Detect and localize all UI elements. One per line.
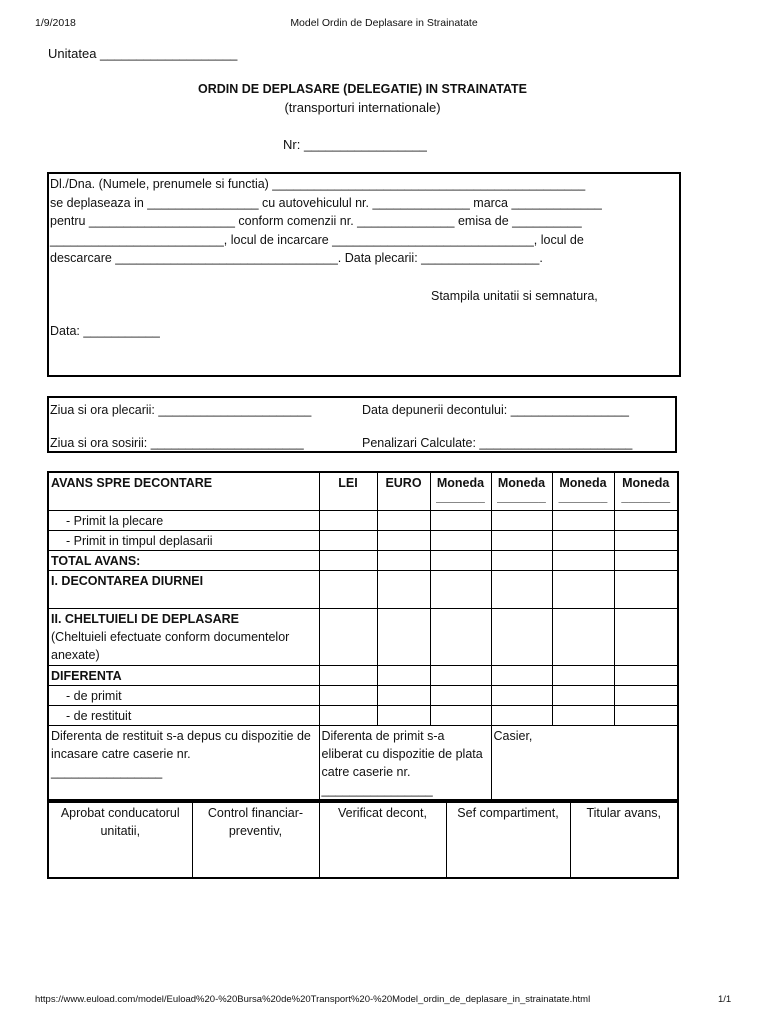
delegation-date: Data: ___________ <box>50 324 160 338</box>
cheltuieli-title: II. CHELTUIELI DE DEPLASARE <box>51 611 239 626</box>
sef-cell: Sef compartiment, <box>446 802 570 878</box>
delegation-line-2: se deplaseaza in ________________ cu autovehiculul nr. ______________ marca _____________ <box>50 195 602 210</box>
delegation-line-5: descarcare ________________________________. Data plecarii: _________________. <box>50 251 543 265</box>
row-de-restituit: - de restituit <box>48 705 319 725</box>
nr-field: Nr: _________________ <box>283 137 427 152</box>
footer-casier: Casier, <box>491 725 678 800</box>
row-de-primit: - de primit <box>48 685 319 705</box>
aprobat-cell: Aprobat conducatorul unitatii, <box>48 802 192 878</box>
moneda-blank: _______ <box>621 490 671 504</box>
depunere-field: Data depunerii decontului: _________________ <box>362 403 629 417</box>
table-header-row <box>48 472 678 510</box>
header-moneda-2: Moneda _______ <box>491 472 552 510</box>
footer-primit: Diferenta de primit s-a eliberat cu dispozitie de plata catre caserie nr. ________________ <box>319 725 491 800</box>
primit-blank: ________________ <box>321 782 433 797</box>
cheltuieli-note: (Cheltuieli efectuate conform documentelor anexate) <box>51 629 290 662</box>
table-row <box>48 685 678 705</box>
header-moneda-1: Moneda _______ <box>430 472 491 510</box>
approvals-table <box>47 801 679 879</box>
row-primit-plecare: - Primit la plecare <box>48 510 319 530</box>
delegation-line-3: pentru _____________________ conform comenzii nr. ______________ emisa de __________ <box>50 214 582 228</box>
unitatea-field: Unitatea ___________________ <box>48 46 238 61</box>
verificat-cell: Verificat decont, <box>319 802 446 878</box>
form-subtitle: (transporturi internationale) <box>284 100 441 115</box>
table-row <box>48 510 678 530</box>
stamp-signature-label: Stampila unitatii si semnatura, <box>431 289 598 303</box>
table-row <box>48 705 678 725</box>
print-title: Model Ordin de Deplasare in Strainatate <box>290 17 478 29</box>
delegation-line-1: Dl./Dna. (Numele, prenumele si functia) _____________________________________________ <box>50 177 586 191</box>
footer-restituit: Diferenta de restituit s-a depus cu dispozitie de incasare catre caserie nr. ________________ <box>48 725 319 800</box>
moneda-blank: _______ <box>497 490 546 504</box>
table-row <box>48 550 678 570</box>
penalizari-field: Penalizari Calculate: ______________________ <box>362 436 633 450</box>
header-euro: EURO <box>377 472 430 510</box>
delegation-box <box>47 172 681 377</box>
moneda-blank: _______ <box>558 490 608 504</box>
print-url: https://www.euload.com/model/Euload%20-%20Bursa%20de%20Transport%20-%20Model_ordin_de_deplasare_in_strainatate.html <box>35 994 591 1005</box>
header-lei: LEI <box>319 472 377 510</box>
header-title: AVANS SPRE DECONTARE <box>48 472 319 510</box>
control-cell: Control financiar-preventiv, <box>192 802 319 878</box>
table-row <box>48 665 678 685</box>
table-row <box>48 570 678 608</box>
moneda-blank: _______ <box>436 490 485 504</box>
table-footer-row <box>48 725 678 800</box>
delegation-line-4: _________________________, locul de incarcare _____________________________, locul de <box>50 232 584 247</box>
row-diurna: I. DECONTAREA DIURNEI <box>48 570 319 608</box>
row-primit-timpul: - Primit in timpul deplasarii <box>48 530 319 550</box>
approvals-row <box>48 802 678 878</box>
trip-box <box>47 396 677 453</box>
row-diferenta: DIFERENTA <box>48 665 319 685</box>
row-cheltuieli <box>48 608 319 665</box>
table-row <box>48 530 678 550</box>
header-moneda-4: Moneda _______ <box>614 472 678 510</box>
form-title: ORDIN DE DEPLASARE (DELEGATIE) IN STRAINATATE <box>198 82 527 96</box>
titular-cell: Titular avans, <box>570 802 678 878</box>
restituit-blank: ________________ <box>51 764 163 779</box>
print-date: 1/9/2018 <box>35 17 76 29</box>
print-page-number: 1/1 <box>718 994 732 1005</box>
row-total-avans: TOTAL AVANS: <box>48 550 319 570</box>
advance-table <box>47 471 679 801</box>
header-moneda-3: Moneda _______ <box>552 472 614 510</box>
table-row <box>48 608 678 665</box>
plecare-field: Ziua si ora plecarii: ______________________ <box>50 403 312 417</box>
sosire-field: Ziua si ora sosirii: ______________________ <box>50 436 304 450</box>
